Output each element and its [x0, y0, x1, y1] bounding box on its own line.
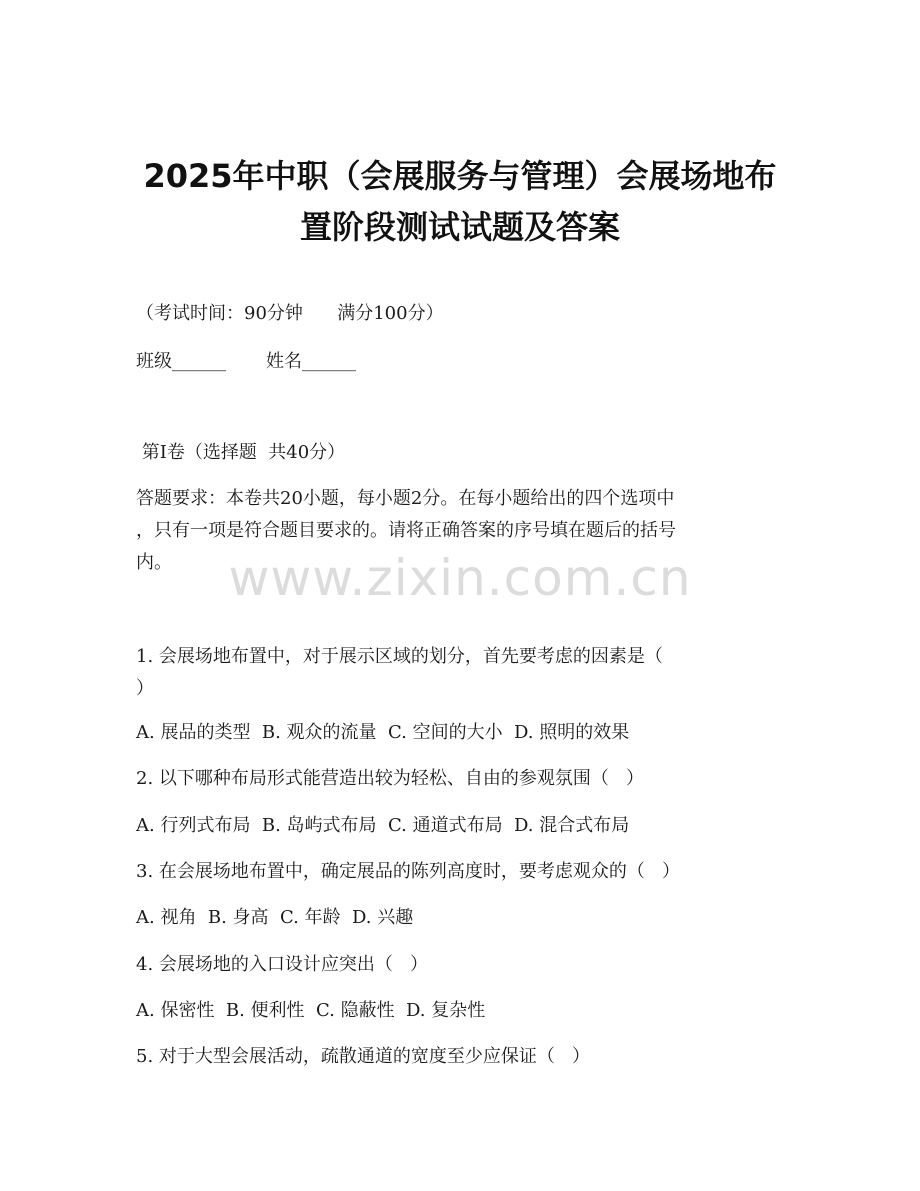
question-1-options: A. 展品的类型 B. 观众的流量 C. 空间的大小 D. 照明的效果: [136, 722, 630, 743]
question-2-options: A. 行列式布局 B. 岛屿式布局 C. 通道式布局 D. 混合式布局: [136, 815, 630, 836]
instructions-line-1: 答题要求：本卷共20小题，每小题2分。在每小题给出的四个选项中: [136, 488, 675, 509]
watermark: www.zixin.com.cn: [228, 549, 692, 607]
question-1-stem-line-1: 1. 会展场地布置中，对于展示区域的划分，首先要考虑的因素是（: [136, 646, 663, 667]
question-4-stem: 4. 会展场地的入口设计应突出（ ）: [136, 954, 429, 975]
student-info-line: 班级______ 姓名______: [136, 351, 357, 372]
exam-info: （考试时间：90分钟 满分100分）: [136, 303, 444, 324]
question-3-options: A. 视角 B. 身高 C. 年龄 D. 兴趣: [136, 907, 414, 928]
question-4-options: A. 保密性 B. 便利性 C. 隐蔽性 D. 复杂性: [136, 1000, 486, 1021]
document-title-line-2: 置阶段测试试题及答案: [299, 208, 620, 246]
question-1-stem-line-2: ）: [136, 678, 154, 699]
section-header: 第I卷（选择题 共40分）: [136, 442, 346, 463]
document-title-line-1: 2025年中职（会展服务与管理）会展场地布: [143, 157, 777, 195]
question-3-stem: 3. 在会展场地布置中，确定展品的陈列高度时，要考虑观众的（ ）: [136, 861, 681, 882]
question-5-stem: 5. 对于大型会展活动，疏散通道的宽度至少应保证（ ）: [136, 1046, 591, 1067]
instructions-line-3: 内。: [136, 552, 172, 573]
question-2-stem: 2. 以下哪种布局形式能营造出较为轻松、自由的参观氛围（ ）: [136, 768, 645, 789]
instructions-line-2: ，只有一项是符合题目要求的。请将正确答案的序号填在题后的括号: [136, 520, 676, 541]
